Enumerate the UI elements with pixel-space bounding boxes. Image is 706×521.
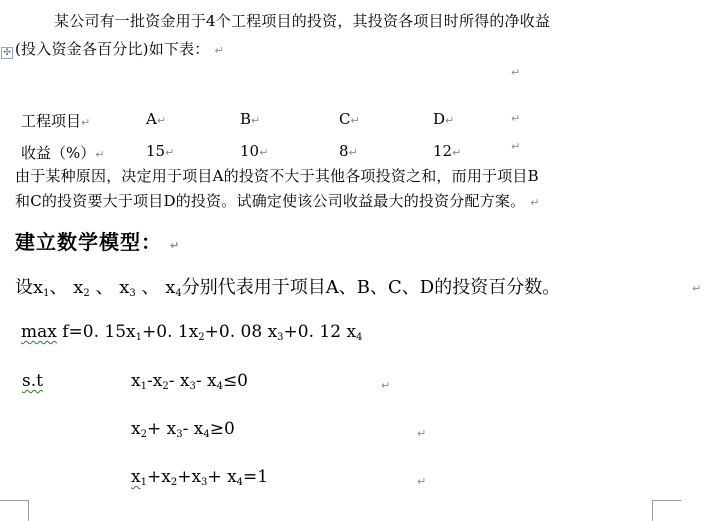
table-col-c [339,110,360,128]
cell-mark-icon: ↵ [165,146,175,159]
cell-mark-icon: ↵ [348,146,358,159]
var-sub-1: 1 [43,288,50,299]
c3-x3: x [191,467,202,487]
c3-x2: x [161,467,171,487]
c2-sub-4: 4 [203,429,210,440]
c1-x4: x [206,371,217,391]
table-value-c [339,142,358,160]
value-c-text: 8 [339,142,349,160]
c3-relation: =1 [243,467,269,487]
c2-x2: x [131,419,141,439]
c3-sub-2: 2 [170,477,178,488]
condition-text-1: 由于某种原因，决定用于项目A的投资不大于其他各项投资之和，而用于项目B [15,167,539,185]
c3-x4: x [227,467,237,487]
cell-mark-icon: ↵ [259,146,269,159]
obj-sub-1: 1 [135,332,143,343]
value-a-text: 15 [146,142,166,160]
row-end-mark-icon: ↵ [511,112,521,125]
intro-line-1 [54,10,550,31]
variable-definition [15,273,560,299]
cell-mark-icon: ↵ [156,114,167,127]
var-x2: x [73,277,84,298]
objective-term-3: +0. 08 [204,322,268,342]
intro-text-1: 某公司有一批资金用于4个工程项目的投资，其投资各项目时所得的净收益 [54,12,551,30]
table-row-label [21,142,104,163]
c1-sub-2: 2 [162,381,169,392]
constraint-2 [131,419,235,439]
obj-sub-3: 3 [277,332,284,343]
objective-term-4: +0. 12 [283,322,347,342]
var-sub-3: 3 [129,288,136,299]
st-text: s.t [22,371,43,391]
objective-term-2: +0. 1 [142,322,189,342]
c3-sub-1: 1 [140,477,147,488]
c2-x4: x [193,419,204,439]
heading-text: 建立数学模型： [15,230,162,254]
obj-x1: x [126,322,136,342]
intro-line-2 [15,38,224,59]
objective-f-eq: f=0. 15 [56,322,127,342]
c1-x1: x [131,371,141,391]
obj-x2: x [188,322,199,342]
c3-x1: x [131,467,141,487]
value-d-text: 12 [433,142,453,160]
constraint-1 [131,371,248,391]
row-end-mark-icon: ↵ [511,140,521,153]
var-sub-2: 2 [83,288,90,299]
obj-x4: x [346,322,357,342]
c1-sub-1: 1 [140,381,147,392]
c2-sub-2: 2 [140,429,147,440]
cell-mark-icon: ↵ [251,114,261,127]
c2-op-1: + [146,419,167,439]
intro-text-2: (投入资金各百分比)如下表： [15,40,210,58]
page-corner-mark-right [652,500,681,521]
c3-sub-4: 4 [236,477,244,488]
objective-function [21,322,362,342]
c1-sub-3: 3 [189,381,196,392]
table-col-a [146,110,166,128]
cell-mark-icon: ↵ [350,114,360,127]
c3-op-1: + [146,467,162,487]
var-x1: x [33,277,44,298]
value-b-text: 10 [240,142,260,160]
var-x4: x [165,277,176,298]
var-sep-1: 、 [49,277,68,298]
table-header-label [21,110,90,131]
var-tail: 分别代表用于项目A、B、C、D的投资百分数。 [181,277,561,298]
cell-mark-icon: ↵ [95,148,105,161]
paragraph-mark-icon: ↵ [417,427,427,440]
constraint-3 [131,467,268,487]
c1-op-2: - [168,371,180,391]
c2-sub-3: 3 [176,429,183,440]
c1-op-3: - [195,371,207,391]
paragraph-mark-icon: ↵ [692,282,702,295]
table-value-b [240,142,268,160]
paragraph-mark-icon: ↵ [530,196,540,209]
col-c-text: C [339,110,351,128]
cell-mark-icon: ↵ [452,146,462,159]
condition-line-1 [15,165,539,186]
header-label-text: 工程项目 [21,112,82,130]
c3-op-3: + [207,467,228,487]
c1-x3: x [179,371,190,391]
c1-x2: x [152,371,163,391]
c3-op-2: + [177,467,192,487]
c2-relation: ≥0 [209,419,235,439]
row-label-text: 收益（%） [21,144,96,162]
c3-sub-3: 3 [201,477,208,488]
table-value-d [433,142,461,160]
table-value-a [146,142,174,160]
c1-relation: ≤0 [222,371,248,391]
c1-op-1: - [146,371,153,391]
var-lead: 设 [15,277,33,298]
obj-sub-4: 4 [356,332,363,343]
var-sub-4: 4 [175,288,182,299]
subject-to-label [22,371,43,391]
table-col-b [240,110,260,128]
condition-line-2 [15,190,540,211]
table-move-handle-icon[interactable]: ✣ [1,47,13,59]
var-sep-3: 、 [135,277,160,298]
condition-text-2: 和C的投资要大于项目D的投资。试确定使该公司收益最大的投资分配方案。 [15,192,526,210]
page-corner-mark-left [0,500,29,521]
c1-sub-4: 4 [216,381,223,392]
objective-max: max [21,322,57,342]
paragraph-mark-icon: ↵ [381,379,391,392]
table-col-d [433,110,454,128]
col-b-text: B [240,110,252,128]
paragraph-mark-icon: ↵ [417,475,427,488]
cell-mark-icon: ↵ [445,114,455,127]
paragraph-mark-icon: ↵ [511,66,521,79]
col-d-text: D [433,110,446,128]
c2-x3: x [166,419,177,439]
model-heading [15,226,180,255]
var-sep-2: 、 [89,277,114,298]
col-a-text: A [146,110,157,128]
obj-x3: x [267,322,278,342]
var-x3: x [119,277,130,298]
obj-sub-2: 2 [198,332,205,343]
c2-op-2: - [182,419,194,439]
paragraph-mark-icon: ↵ [169,239,181,252]
paragraph-mark-icon: ↵ [214,44,224,57]
cell-mark-icon: ↵ [81,116,91,129]
